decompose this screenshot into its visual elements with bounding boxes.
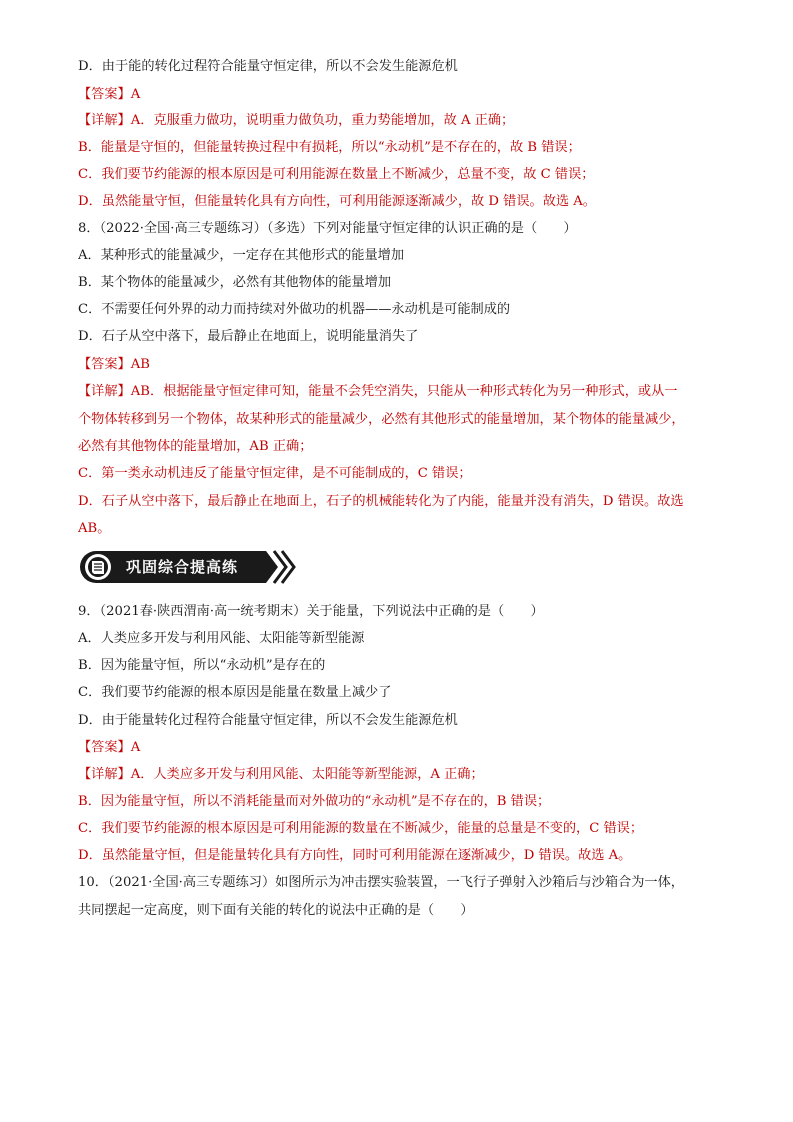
q9-stem: 9．（2021春·陕西渭南·高一统考期末）关于能量，下列说法中正确的是（ ） (78, 604, 544, 619)
q7-detail-d: D．虽然能量守恒，但能量转化具有方向性，可利用能源逐渐减少，故 D 错误。故选 A。 (78, 194, 596, 209)
section-title: 巩固综合提高练 (126, 558, 239, 576)
answer-value: A (130, 740, 141, 755)
answer-label: 【答案】 (78, 357, 131, 372)
q8-answer-line (78, 356, 718, 374)
q8-detail-d-1: D．石子从空中落下，最后静止在地面上，石子的机械能转化为了内能，能量并没有消失，D 错误。故选 (78, 494, 684, 509)
q7-detail-c: C．我们要节约能源的根本原因是可利用能源在数量上不断减少，总量不变，故 C 错误； (78, 167, 595, 182)
q10-stem-1: 10．（2021·全国·高三专题练习）如图所示为冲击摆实验装置，一飞行子弹射入沙箱后与沙箱合为一体， (78, 875, 684, 890)
q8-option-c: C．不需要任何外界的动力而持续对外做功的机器——永动机是可能制成的 (78, 302, 511, 317)
q8-option-d: D．石子从空中落下，最后静止在地面上，说明能量消失了 (78, 329, 419, 344)
q8-detail-ab-2: 个物体转移到另一个物体，故某种形式的能量减少，必然有其他形式的能量增加，某个物体的能量减少， (78, 412, 685, 427)
q9-answer-line (78, 739, 718, 757)
answer-value: A (130, 87, 141, 102)
answer-label: 【答案】 (78, 87, 131, 102)
detail-label: 【详解】 (78, 113, 131, 128)
answer-value: AB (130, 357, 150, 372)
answer-label: 【答案】 (78, 740, 131, 755)
q8-detail-c: C．第一类永动机违反了能量守恒定律，是不可能制成的，C 错误； (78, 466, 472, 481)
section-banner (78, 549, 300, 585)
q8-option-a: A．某种形式的能量减少，一定存在其他形式的能量增加 (78, 248, 405, 263)
q8-detail-d-2: AB。 (78, 521, 111, 536)
q7-option-d: D．由于能的转化过程符合能量守恒定律，所以不会发生能源危机 (78, 59, 458, 74)
q9-detail-a: 【详解】A．人类应多开发与利用风能、太阳能等新型能源，A 正确； (78, 767, 484, 782)
book-icon (85, 554, 111, 580)
q8-detail-ab-3: 必然有其他物体的能量增加，AB 正确； (78, 439, 313, 454)
q8-detail-ab-1: 【详解】AB．根据能量守恒定律可知，能量不会凭空消失，只能从一种形式转化为另一种形式，或从一 (78, 384, 678, 399)
q9-detail-c: C．我们要节约能源的根本原因是可利用能源的数量在不断减少，能量的总量是不变的，C 错误； (78, 821, 644, 836)
q7-detail-a: 【详解】A．克服重力做功，说明重力做负功，重力势能增加，故 A 正确； (78, 113, 515, 128)
q9-option-a: A．人类应多开发与利用风能、太阳能等新型能源 (78, 631, 365, 646)
q9-detail-d: D．虽然能量守恒，但是能量转化具有方向性，同时可利用能源在逐渐减少，D 错误。故选 A。 (78, 848, 632, 863)
q9-option-d: D．由于能量转化过程符合能量守恒定律，所以不会发生能源危机 (78, 713, 458, 728)
q8-stem: 8．（2022·全国·高三专题练习）（多选）下列对能量守恒定律的认识正确的是（ ） (78, 221, 577, 236)
q7-detail-b: B．能量是守恒的，但能量转换过程中有损耗，所以“永动机”是不存在的，故 B 错误； (78, 140, 581, 155)
detail-label: 【详解】 (78, 767, 131, 782)
q10-stem-2: 共同摆起一定高度，则下面有关能的转化的说法中正确的是（ ） (78, 903, 474, 918)
q9-option-b: B．因为能量守恒，所以“永动机”是存在的 (78, 658, 326, 673)
q9-option-c: C．我们要节约能源的根本原因是能量在数量上减少了 (78, 685, 392, 700)
q7-answer-line (78, 86, 718, 104)
detail-label: 【详解】 (78, 384, 131, 399)
q9-detail-b: B．因为能量守恒，所以不消耗能量而对外做功的“永动机”是不存在的，B 错误； (78, 794, 551, 809)
q8-option-b: B．某个物体的能量减少，必然有其他物体的能量增加 (78, 275, 392, 290)
